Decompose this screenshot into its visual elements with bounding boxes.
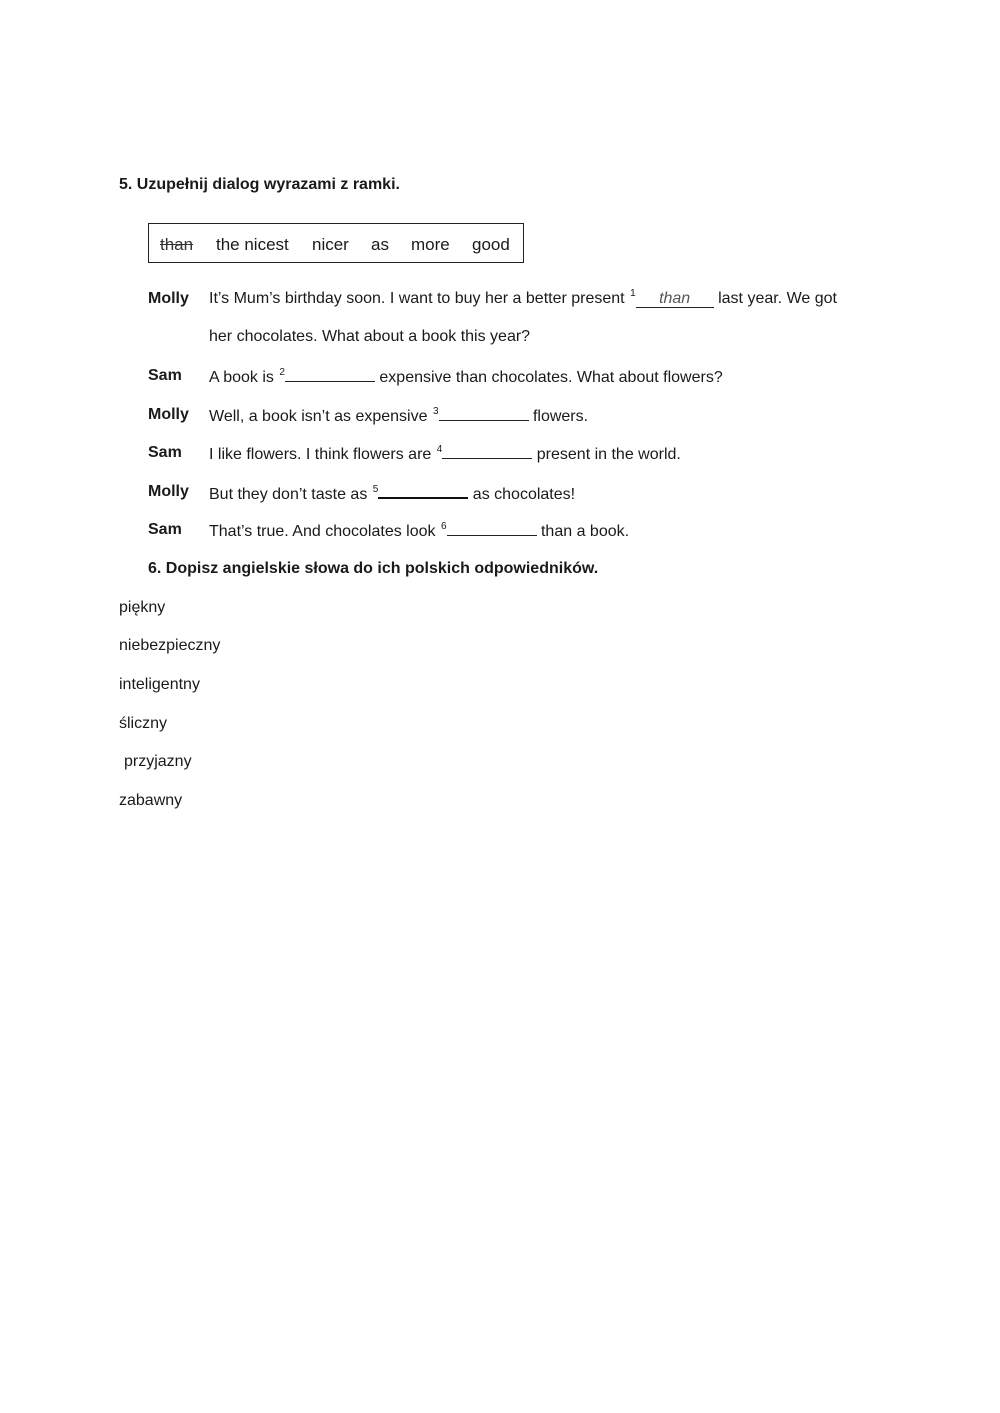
dialog-speaker: Molly xyxy=(148,290,189,307)
vocab-word: śliczny xyxy=(119,715,168,732)
gap-blank[interactable] xyxy=(439,406,529,421)
dialog-text: Well, a book isn’t as expensive xyxy=(209,408,428,425)
dialog-text: last year. We got xyxy=(718,290,837,307)
dialog-speaker: Molly xyxy=(148,483,189,500)
gap-blank[interactable] xyxy=(285,367,375,382)
gap-number: 3 xyxy=(432,406,439,417)
dialog-text: present in the world. xyxy=(536,446,681,463)
dialog-text: I like flowers. I think flowers are xyxy=(209,446,432,463)
word-box-item-nicer: nicer xyxy=(312,235,349,254)
exercise-6-title: 6. Dopisz angielskie słowa do ich polskich odpowiedników. xyxy=(148,560,599,577)
dialog-line xyxy=(209,483,575,504)
dialog-text: as chocolates! xyxy=(472,486,576,503)
word-box-item-than: than xyxy=(160,235,194,254)
gap-blank[interactable] xyxy=(442,444,532,459)
vocab-word: piękny xyxy=(119,599,166,616)
gap-number: 2 xyxy=(279,367,285,378)
word-box xyxy=(148,223,524,263)
dialog-text: A book is xyxy=(209,369,274,386)
dialog-text: But they don’t taste as xyxy=(209,486,368,503)
word-box-item-the-nicest: the nicest xyxy=(216,235,289,254)
dialog-speaker: Sam xyxy=(148,367,182,384)
dialog-speaker: Sam xyxy=(148,521,182,538)
dialog-text: flowers. xyxy=(532,408,589,425)
vocab-word: inteligentny xyxy=(119,676,200,693)
dialog-text: That’s true. And chocolates look xyxy=(209,523,436,540)
gap-number: 5 xyxy=(372,484,379,495)
vocab-word: przyjazny xyxy=(124,753,192,770)
gap-blank[interactable] xyxy=(378,483,468,499)
gap-number: 4 xyxy=(436,444,443,455)
dialog-line xyxy=(209,444,681,464)
dialog-text: than a book. xyxy=(540,523,630,540)
dialog-line xyxy=(209,290,837,308)
word-box-item-good: good xyxy=(472,235,510,254)
gap-answer[interactable]: than xyxy=(636,291,714,308)
dialog-line xyxy=(209,521,629,541)
word-box-item-more: more xyxy=(411,235,450,254)
vocab-word: zabawny xyxy=(119,792,183,809)
dialog-speaker: Sam xyxy=(148,444,182,461)
dialog-speaker: Molly xyxy=(148,406,189,423)
vocab-word: niebezpieczny xyxy=(119,637,221,654)
dialog-text: expensive than chocolates. What about flowers? xyxy=(379,369,723,386)
exercise-5-title: 5. Uzupełnij dialog wyrazami z ramki. xyxy=(119,176,400,193)
dialog-line xyxy=(209,406,588,426)
dialog-text: It’s Mum’s birthday soon. I want to buy her a better present xyxy=(209,290,625,307)
word-box-item-as: as xyxy=(371,235,389,254)
gap-blank[interactable] xyxy=(447,521,537,536)
gap-number: 1 xyxy=(630,288,636,299)
gap-number: 6 xyxy=(440,521,447,532)
dialog-continuation: her chocolates. What about a book this year? xyxy=(209,328,531,345)
dialog-line xyxy=(209,367,723,387)
